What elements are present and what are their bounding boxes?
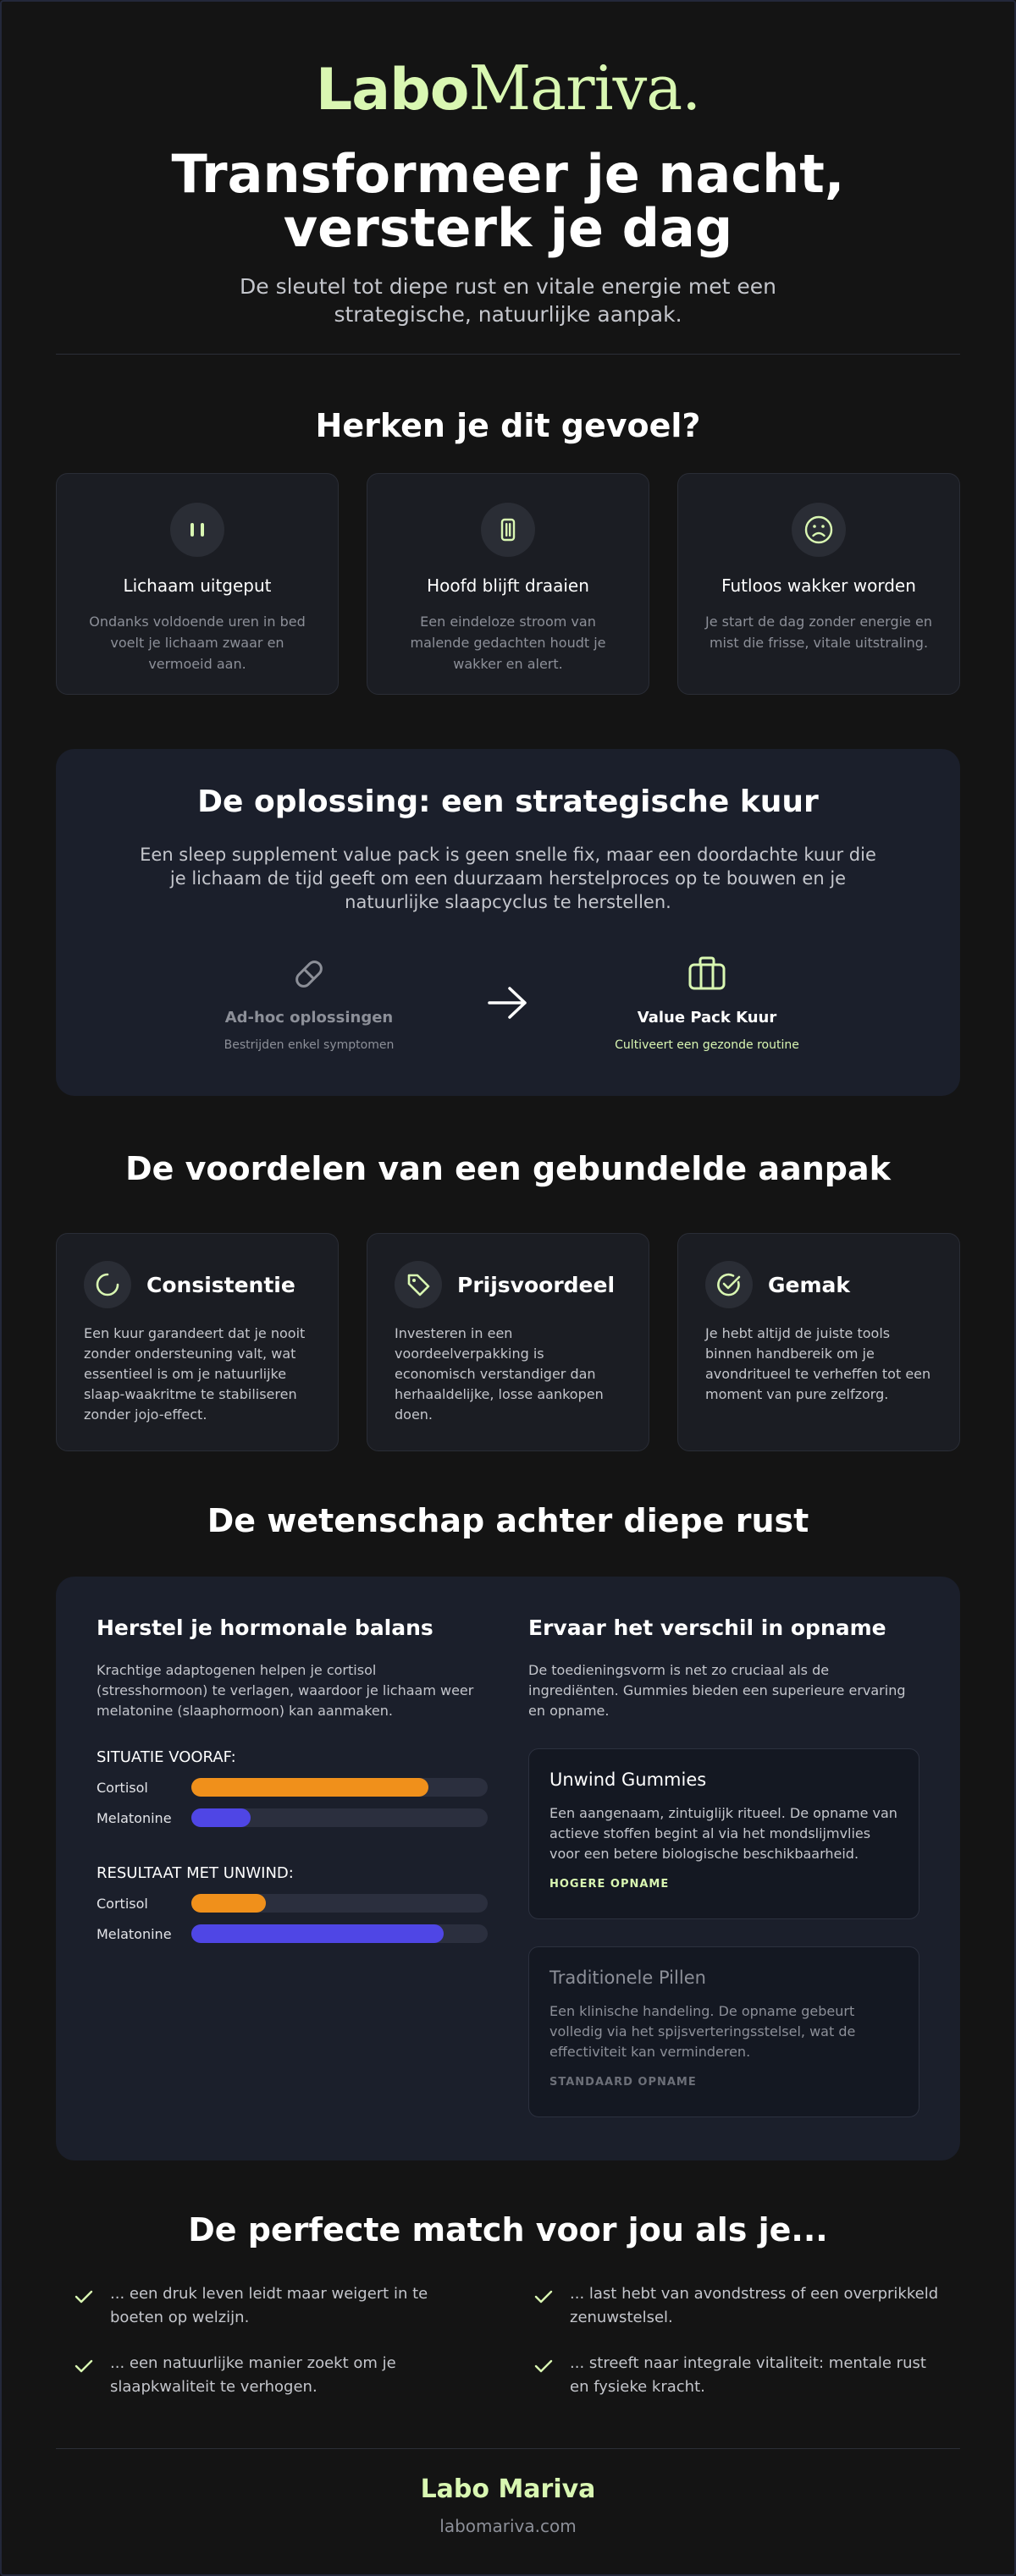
bar-label: Cortisol <box>97 1779 148 1796</box>
card-title: Lichaam uitgeput <box>123 575 272 596</box>
bar-row <box>97 1808 488 1827</box>
solution-heading: De oplossing: een strategische kuur <box>197 784 819 819</box>
gummies-tag: HOGERE OPNAME <box>549 1878 670 1891</box>
cortisol-before-bar <box>191 1778 428 1797</box>
gummies-title: Unwind Gummies <box>549 1770 707 1790</box>
battery-low-icon <box>170 503 224 557</box>
match-text: ... een natuurlijke manier zoekt om je slaapkwaliteit te verhogen. <box>110 2354 396 2396</box>
list-item <box>73 2282 483 2330</box>
solution-text: Een sleep supplement value pack is geen snelle fix, maar een doordachte kuur die je lichaam de tijd geeft om een duurzaam herstelproces op te bouwen en je natuurlijke slaapcyclus te herstellen. <box>140 845 876 912</box>
benefit-title: Prijsvoordeel <box>457 1272 616 1297</box>
bar-row <box>97 1924 488 1943</box>
melatonine-before-bar <box>191 1808 251 1827</box>
match-heading: De perfecte match voor jou als je... <box>188 2211 828 2248</box>
benefit-title: Gemak <box>768 1272 851 1297</box>
list-item <box>73 2352 483 2399</box>
footer-brand[interactable]: Labo Mariva <box>420 2474 596 2504</box>
bar-label: Cortisol <box>97 1895 148 1912</box>
arrow-right-icon <box>436 953 580 1026</box>
adhoc-note: Bestrijden enkel symptomen <box>224 1038 395 1052</box>
melatonine-after-bar <box>191 1924 444 1943</box>
tag-icon <box>395 1261 442 1308</box>
brand-logo[interactable] <box>56 0 960 124</box>
bar-track <box>191 1808 488 1827</box>
after-caption: RESULTAAT MET UNWIND: <box>97 1864 294 1882</box>
benefit-text: Je hebt altijd de juiste tools binnen handbereik om je avondritueel te verheffen tot een moment van pure zelfzorg. <box>705 1325 931 1402</box>
benefit-text: Investeren in een voordeelverpakking is economisch verstandiger dan herhaaldelijke, losse aankopen doen. <box>395 1325 604 1423</box>
benefits-heading: De voordelen van een gebundelde aanpak <box>125 1150 891 1187</box>
briefcase-icon <box>580 953 834 999</box>
pills-text: Een klinische handeling. De opname gebeurt volledig via het spijsverteringsstelsel, wat de effectiviteit kan verminderen. <box>549 2003 856 2060</box>
match-text: ... last hebt van avondstress of een overprikkeld zenuwstelsel. <box>570 2285 939 2326</box>
bar-track <box>191 1894 488 1913</box>
match-text: ... streeft naar integrale vitaliteit: mentale rust en fysieke kracht. <box>570 2354 926 2396</box>
recognize-card <box>367 473 649 695</box>
bar-label: Melatonine <box>97 1925 172 1942</box>
gummies-card <box>528 1748 919 1919</box>
solution-comparison <box>56 953 960 1052</box>
card-text: Je start de dag zonder energie en mist die frisse, vitale uitstraling. <box>705 614 932 651</box>
page <box>56 0 960 2536</box>
checkmark-icon <box>533 2352 555 2399</box>
bar-row <box>97 1894 488 1913</box>
absorption-column <box>528 1616 919 2160</box>
logo-part-1: Labo <box>315 57 469 124</box>
battery-full-icon <box>481 503 535 557</box>
value-pack-label: Value Pack Kuur <box>637 1009 777 1027</box>
divider <box>56 354 960 355</box>
value-pack-option <box>580 953 834 1052</box>
frown-face-icon <box>792 503 846 557</box>
science-panel <box>56 1577 960 2160</box>
value-pack-note: Cultiveert een gezonde routine <box>615 1038 799 1052</box>
benefit-text: Een kuur garandeert dat je nooit zonder ondersteuning valt, wat essentieel is om je natuurlijke slaap-waakritme te stabiliseren zonder jojo-effect. <box>84 1325 306 1423</box>
absorption-text: De toedieningsvorm is net zo cruciaal als de ingrediënten. Gummies bieden een superieure ervaring en opname. <box>528 1662 906 1719</box>
bar-label: Melatonine <box>97 1809 172 1826</box>
checkmark-icon <box>533 2282 555 2330</box>
solution-panel <box>56 749 960 1096</box>
recognize-card <box>677 473 960 695</box>
check-circle-icon <box>705 1261 753 1308</box>
loader-icon <box>84 1261 131 1308</box>
hero-title: Transformeer je nacht, versterk je dag <box>171 143 845 259</box>
bar-track <box>191 1924 488 1943</box>
match-list <box>56 2282 960 2399</box>
list-item <box>533 2282 943 2330</box>
card-title: Futloos wakker worden <box>721 575 916 596</box>
card-title: Hoofd blijft draaien <box>427 575 589 596</box>
gummies-text: Een aangenaam, zintuiglijk ritueel. De opname van actieve stoffen begint al via het mondslijmvlies voor een betere biologische beschikbaarheid. <box>549 1805 897 1862</box>
benefit-card <box>677 1233 960 1451</box>
hero-subtitle: De sleutel tot diepe rust en vitale energie met een strategische, natuurlijke aanpak. <box>240 274 776 327</box>
card-text: Ondanks voldoende uren in bed voelt je lichaam zwaar en vermoeid aan. <box>89 614 306 672</box>
list-item <box>533 2352 943 2399</box>
pills-tag: STANDAARD OPNAME <box>549 2076 697 2089</box>
footer-site-link[interactable]: labomariva.com <box>439 2516 577 2536</box>
pill-icon <box>182 953 436 999</box>
footer-divider <box>56 2448 960 2449</box>
checkmark-icon <box>73 2282 95 2330</box>
benefit-title: Consistentie <box>146 1272 295 1297</box>
science-heading: De wetenschap achter diepe rust <box>207 1502 809 1539</box>
recognize-heading: Herken je dit gevoel? <box>315 407 701 444</box>
benefit-card <box>367 1233 649 1451</box>
bar-track <box>191 1778 488 1797</box>
hormone-column <box>97 1616 528 2160</box>
benefit-card <box>56 1233 339 1451</box>
recognize-card <box>56 473 339 695</box>
bar-row <box>97 1778 488 1797</box>
adhoc-label: Ad-hoc oplossingen <box>224 1009 394 1027</box>
pills-card <box>528 1946 919 2117</box>
checkmark-icon <box>73 2352 95 2399</box>
cortisol-after-bar <box>191 1894 266 1913</box>
hormone-title: Herstel je hormonale balans <box>97 1616 433 1640</box>
hormone-text: Krachtige adaptogenen helpen je cortisol (stresshormoon) te verlagen, waardoor je lichaam weer melatonine (slaaphormoon) kan aanmaken. <box>97 1662 474 1719</box>
card-text: Een eindeloze stroom van malende gedachten houdt je wakker en alert. <box>410 614 606 672</box>
adhoc-option <box>182 953 436 1052</box>
benefit-cards <box>56 1233 960 1451</box>
before-caption: SITUATIE VOORAF: <box>97 1748 236 1766</box>
logo-part-2: Mariva. <box>468 52 701 124</box>
recognize-cards <box>56 473 960 695</box>
absorption-title: Ervaar het verschil in opname <box>528 1616 886 1640</box>
pills-title: Traditionele Pillen <box>549 1968 706 1988</box>
match-text: ... een druk leven leidt maar weigert in te boeten op welzijn. <box>110 2285 428 2326</box>
